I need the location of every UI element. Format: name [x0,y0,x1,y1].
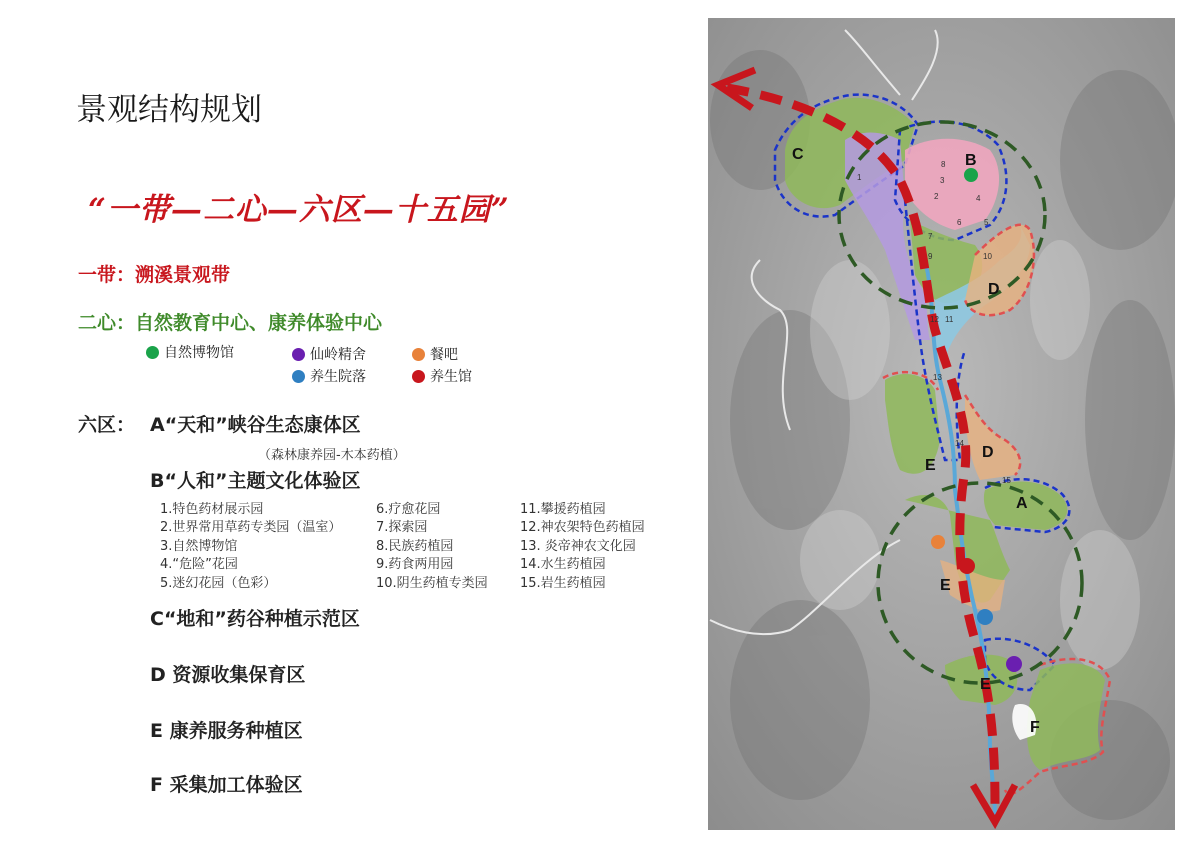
zone-f-area [1027,663,1105,770]
map-num: 4 [976,194,981,203]
map-num: 3 [940,176,945,185]
zones-prefix: 六区： [78,414,136,436]
garden-item: 15.岩生药植园 [520,575,606,591]
map-num: 11 [945,315,954,324]
garden-item: 9.药食两用园 [376,557,454,573]
garden-item: 10.阴生药植专类园 [376,575,488,591]
garden-column-2 [376,501,488,593]
map-num: 14 [955,439,964,448]
red-dot-icon [412,370,425,383]
garden-item: 7.探索园 [376,520,428,536]
zone-e: E 康养服务种植区 [150,720,303,742]
orange-dot-icon [412,348,425,361]
garden-item: 13. 炎帝神农文化园 [520,538,636,554]
site-map [708,18,1175,830]
map-num: 5 [984,218,989,227]
map-num: 8 [941,160,946,169]
map-label-a: A [1016,495,1028,512]
garden-column-1 [160,501,341,593]
map-num: 2 [934,192,939,201]
slogan: “一带—二心—六区—十五园” [88,192,510,228]
page-title: 景观结构规划 [76,92,262,128]
zone-b: B“人和”主题文化体验区 [150,470,361,492]
map-svg [708,18,1175,830]
garden-item: 14.水生药植园 [520,557,606,573]
centers-heading: 二心：自然教育中心、康养体验中心 [78,312,383,334]
map-label-c: C [792,146,804,163]
map-label-d: D [982,444,994,461]
map-num: 6 [957,218,962,227]
belt-heading: 一带：溯溪景观带 [78,264,231,286]
green-dot-icon [146,346,159,359]
zone-a-sub: （森林康养园-木本药植） [258,448,406,463]
marker-bar [931,535,945,549]
purple-dot-icon [292,348,305,361]
map-label-b: B [965,152,977,169]
legend-item-bar [412,344,458,364]
marker-hall [959,558,975,574]
garden-column-3 [520,501,645,593]
garden-item: 2.世界常用草药专类园（温室） [160,520,342,536]
map-num: 13 [933,373,942,382]
map-num: 9 [928,252,933,261]
garden-item: 3.自然博物馆 [160,538,238,554]
legend-label: 仙岭精舍 [310,347,366,363]
map-num: 10 [983,252,992,261]
marker-jingshe [1006,656,1022,672]
zone-a: A“天和”峡谷生态康体区 [150,414,361,436]
zone-d: D 资源收集保育区 [150,664,306,686]
map-label-e: E [925,457,936,474]
garden-item: 1.特色药材展示园 [160,502,264,517]
blue-dot-icon [292,370,305,383]
garden-item: 8.民族药植园 [376,538,454,554]
marker-museum [964,168,978,182]
legend-item-museum [146,342,234,362]
map-label-e: E [980,676,991,693]
legend-label: 养生馆 [430,369,472,385]
garden-item: 6.疗愈花园 [376,502,441,517]
garden-item: 12.神农架特色药植园 [520,520,645,536]
map-num: 7 [928,232,933,241]
map-num: 15 [1002,476,1011,485]
legend-item-hall [412,366,472,386]
garden-item: 4.“危险”花园 [160,557,238,573]
map-label-e: E [940,577,951,594]
map-num: 1 [857,173,862,182]
legend-item-jingshe [292,344,366,364]
garden-item: 5.迷幻花园（色彩） [160,575,277,591]
legend-item-courtyard [292,366,366,386]
map-label-d: D [988,281,1000,298]
garden-item: 11.攀援药植园 [520,502,606,517]
zone-f: F 采集加工体验区 [150,774,303,796]
zone-c: C“地和”药谷种植示范区 [150,608,360,630]
legend-label: 养生院落 [310,369,366,385]
legend-label: 餐吧 [430,347,458,363]
map-label-f: F [1030,719,1040,736]
map-num: 12 [930,315,939,324]
legend-label: 自然博物馆 [164,345,234,361]
marker-courtyard [977,609,993,625]
